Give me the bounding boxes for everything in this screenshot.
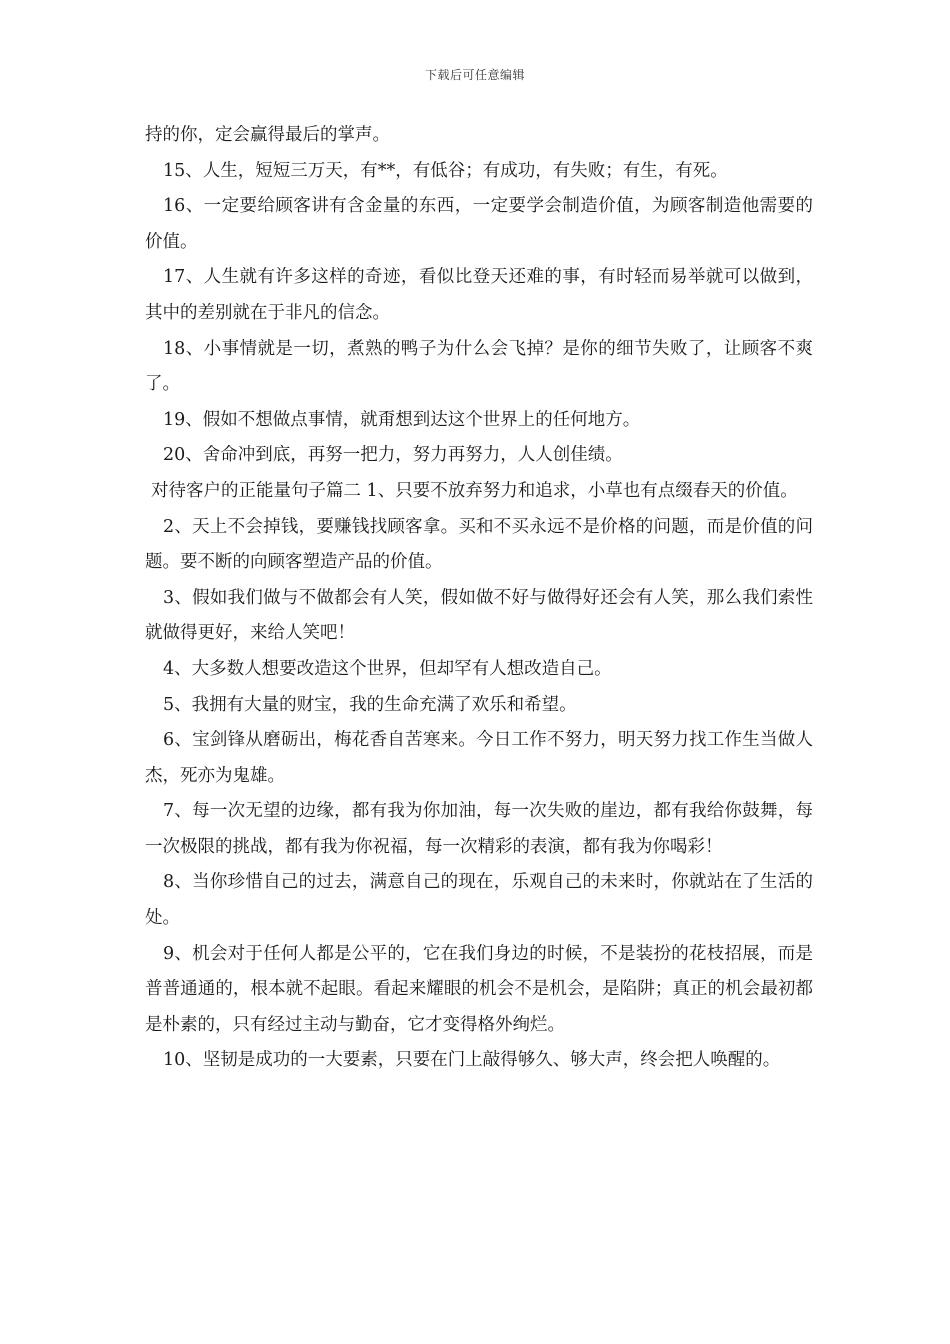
paragraph-4: 4、大多数人想要改造这个世界，但却罕有人想改造自己。: [163, 658, 612, 679]
section-heading-paragraph: 对待客户的正能量句子篇二 1、只要不放弃努力和追求，小草也有点缀春天的价值。: [151, 480, 798, 501]
paragraph-8: 8、当你珍惜自己的过去，满意自己的现在，乐观自己的未来时，你就站在了生活的处。: [145, 872, 813, 929]
paragraph-17: 17、人生就有许多这样的奇迹，看似比登天还难的事，有时轻而易举就可以做到，其中的差别就在于非凡的信念。: [145, 267, 813, 323]
paragraph-18: 18、小事情就是一切，煮熟的鸭子为什么会飞掉？是你的细节失败了，让顾客不爽了。: [145, 338, 813, 395]
paragraph-19: 19、假如不想做点事情，就甭想到达这个世界上的任何地方。: [163, 409, 641, 430]
paragraph-continuation: 持的你，定会赢得最后的掌声。: [145, 125, 390, 145]
paragraph-7: 7、每一次无望的边缘，都有我为你加油，每一次失败的崖边，都有我给你鼓舞，每一次极限的挑战，都有我为你祝福，每一次精彩的表演，都有我为你喝彩！: [145, 801, 813, 857]
paragraph-20: 20、舍命冲到底，再努一把力，努力再努力，人人创佳绩。: [163, 445, 623, 466]
paragraph-16: 16、一定要给顾客讲有含金量的东西，一定要学会制造价值，为顾客制造他需要的价值。: [145, 196, 813, 252]
paragraph-6: 6、宝剑锋从磨砺出，梅花香自苦寒来。今日工作不努力，明天努力找工作生当做人杰，死亦为鬼雄。: [145, 730, 813, 786]
paragraph-3: 3、假如我们做与不做都会有人笑，假如做不好与做得好还会有人笑，那么我们索性就做得更好，来给人笑吧！: [145, 587, 813, 644]
paragraph-10: 10、坚韧是成功的一大要素，只要在门上敲得够久、够大声，终会把人唤醒的。: [163, 1050, 781, 1071]
paragraph-9: 9、机会对于任何人都是公平的，它在我们身边的时候，不是装扮的花枝招展，而是普普通通的，根本就不起眼。看起来耀眼的机会不是机会，是陷阱；真正的机会最初都是朴素的，只有经过主动与勤奋，它才变得格外绚烂。: [145, 943, 813, 1035]
paragraph-15: 15、人生，短短三万天，有**，有低谷；有成功，有失败；有生，有死。: [163, 160, 728, 181]
document-body: [145, 118, 813, 1079]
paragraph-5: 5、我拥有大量的财宝，我的生命充满了欢乐和希望。: [163, 694, 577, 715]
paragraph-2: 2、天上不会掉钱，要赚钱找顾客拿。买和不买永远不是价格的问题，而是价值的问题。要不断的向顾客塑造产品的价值。: [145, 516, 813, 573]
page-header: 下载后可任意编辑: [424, 68, 525, 82]
